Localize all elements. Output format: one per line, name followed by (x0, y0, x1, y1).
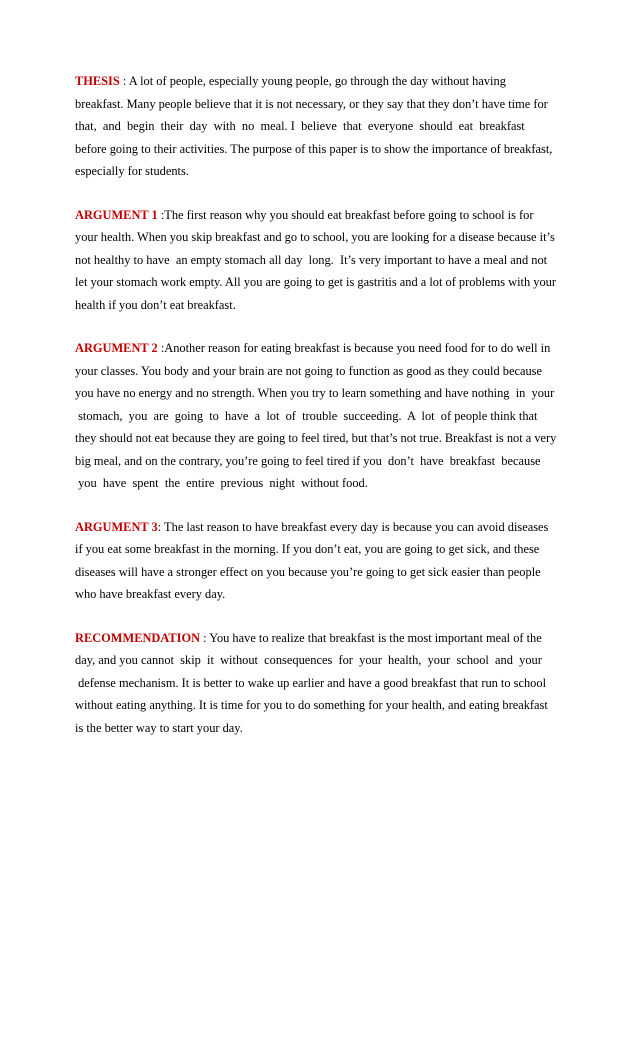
paragraph-line: is the better way to start your day. (75, 720, 243, 735)
recommendation-section (75, 627, 565, 740)
paragraph-line: especially for students. (75, 164, 189, 178)
paragraph-line: who have breakfast every day. (75, 587, 226, 601)
argument-2-section (75, 337, 565, 495)
paragraph-line: defense mechanism. It is better to wake up earlier and have a good breakfast that run to school (75, 675, 547, 690)
paragraph-line: you have no energy and no strength. When you try to learn something and have nothing in your (75, 386, 555, 400)
paragraph-line: your health. When you skip breakfast and go to school, you are looking for a disease because it’s (75, 230, 555, 244)
paragraph-line: big meal, and on the contrary, you’re going to feel tired if you don’t have breakfast because (75, 453, 541, 468)
argument-3-section (75, 516, 565, 606)
paragraph-line: without eating anything. It is time for you to do something for your health, and eating breakfast (75, 698, 548, 712)
line-text: :Another reason for eating breakfast is because you need food for to do well in (157, 341, 551, 355)
paragraph-line (75, 204, 565, 227)
line-text: :The first reason why you should eat breakfast before going to school is for (157, 207, 534, 222)
paragraph-line: stomach, you are going to have a lot of trouble succeeding. A lot of people think that (75, 408, 538, 423)
paragraph-line: health if you don’t eat breakfast. (75, 297, 236, 312)
paragraph-line (75, 516, 565, 539)
paragraph-line: not healthy to have an empty stomach all day long. It’s very important to have a meal and not (75, 252, 548, 267)
line-text: : A lot of people, especially young people, go through the day without having (119, 74, 506, 88)
paragraph-line: before going to their activities. The purpose of this paper is to show the importance of breakfast, (75, 141, 553, 156)
document-body (75, 70, 565, 760)
section-heading: ARGUMENT 1 (75, 207, 158, 222)
section-heading: RECOMMENDATION (75, 630, 201, 645)
section-heading: ARGUMENT 2 (75, 341, 158, 355)
section-heading: ARGUMENT 3 (75, 519, 158, 534)
thesis-section (75, 70, 565, 183)
paragraph-line (75, 627, 565, 650)
paragraph-line: let your stomach work empty. All you are going to get is gastritis and a lot of problems with your (75, 275, 556, 289)
section-heading: THESIS (75, 74, 120, 88)
paragraph-line: if you eat some breakfast in the morning. If you don’t eat, you are going to get sick, and these (75, 542, 540, 556)
paragraph-line: your classes. You body and your brain are not going to function as good as they could because (75, 363, 542, 378)
paragraph-line: you have spent the entire previous night without food. (75, 476, 368, 490)
paragraph-line: breakfast. Many people believe that it is not necessary, or they say that they don’t have time for (75, 96, 548, 111)
line-text: : You have to realize that breakfast is the most important meal of the (200, 630, 542, 645)
paragraph-line (75, 337, 565, 360)
paragraph-line: diseases will have a stronger effect on you because you’re going to get sick easier than people (75, 564, 541, 579)
line-text: : The last reason to have breakfast every day is because you can avoid diseases (157, 519, 549, 534)
paragraph-line: they should not eat because they are going to feel tired, but that’s not true. Breakfast is not a very (75, 431, 557, 445)
paragraph-line: that, and begin their day with no meal. I believe that everyone should eat breakfast (75, 119, 525, 133)
paragraph-line: day, and you cannot skip it without consequences for your health, your school and your (75, 653, 542, 667)
paragraph-line (75, 70, 565, 93)
argument-1-section (75, 204, 565, 317)
